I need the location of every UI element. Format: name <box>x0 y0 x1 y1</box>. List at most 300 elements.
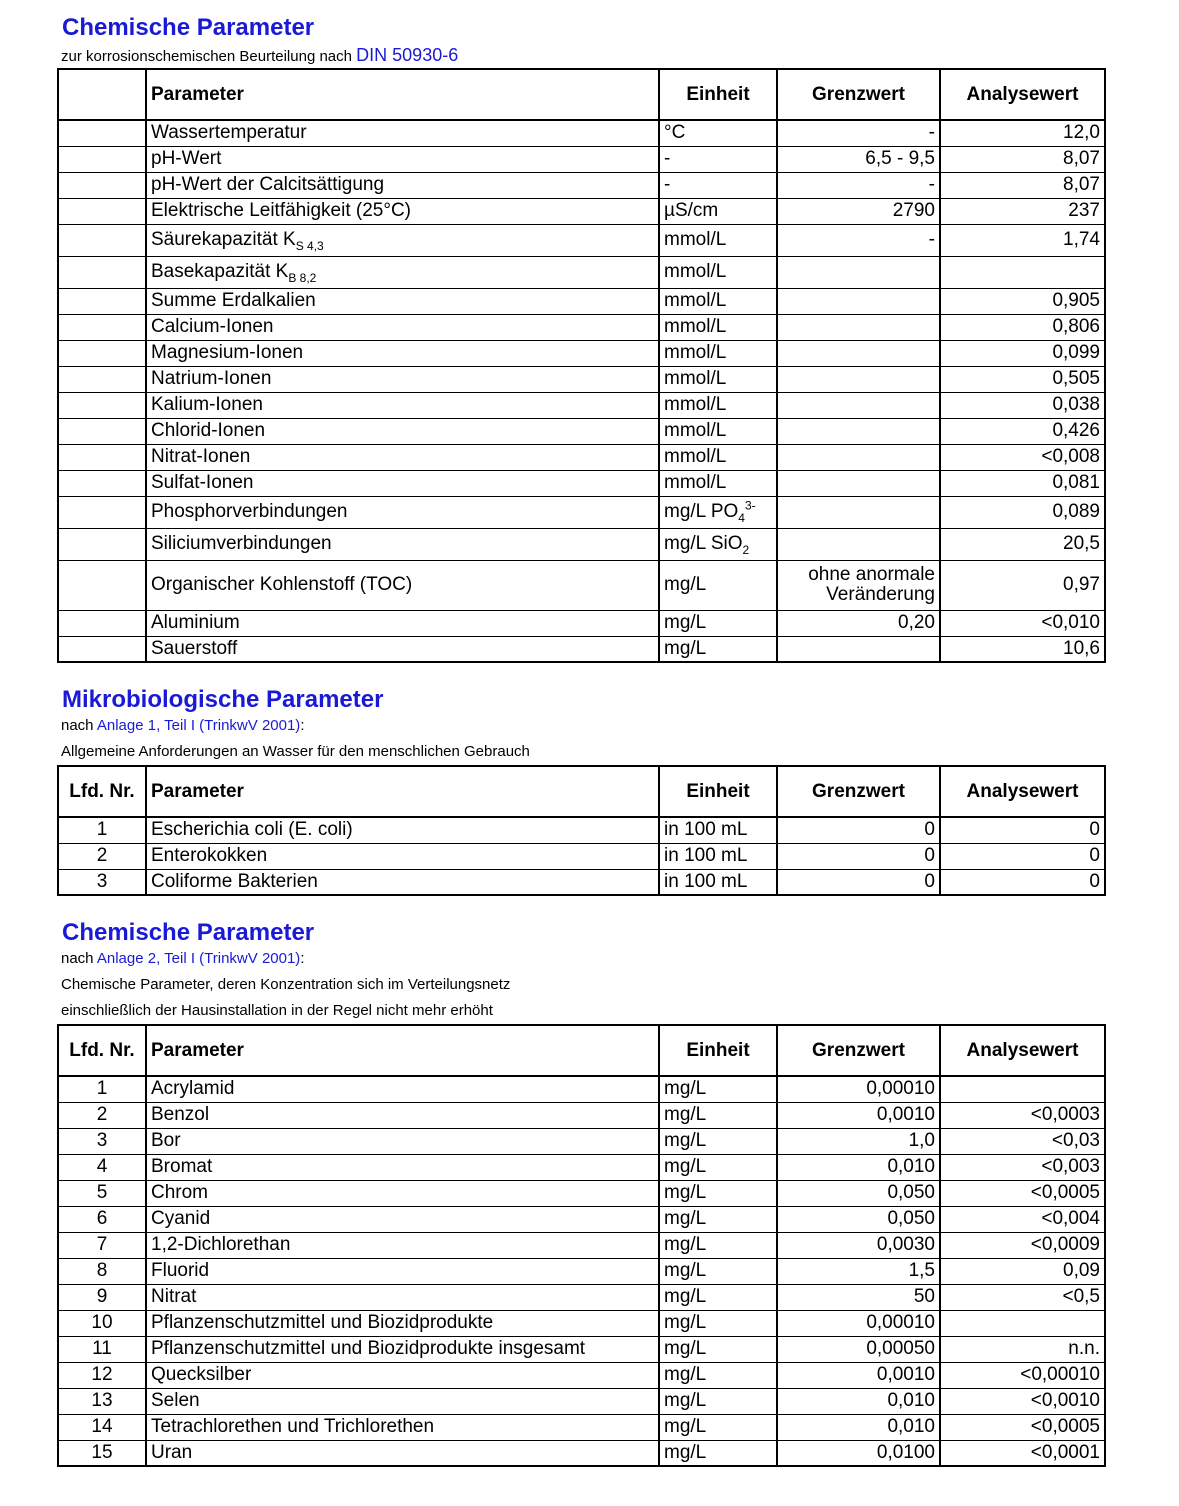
parameter-text: Sulfat-Ionen <box>151 472 254 493</box>
cell-analysewert: 12,0 <box>940 120 1105 146</box>
header-einheit: Einheit <box>659 69 777 120</box>
table-row <box>58 418 1105 444</box>
cell-einheit <box>659 1284 777 1310</box>
cell-analysewert: <0,0005 <box>940 1180 1105 1206</box>
cell-nr: 2 <box>58 1102 146 1128</box>
cell-analysewert: <0,008 <box>940 444 1105 470</box>
cell-analysewert: 8,07 <box>940 172 1105 198</box>
cell-grenzwert <box>777 1388 940 1414</box>
cell-nr <box>58 224 146 256</box>
parameter-text: Cyanid <box>151 1208 211 1229</box>
cell-analysewert: <0,0001 <box>940 1440 1105 1466</box>
cell-parameter <box>146 1336 659 1362</box>
header-analysewert: Analysewert <box>940 766 1105 817</box>
parameter-text: Bromat <box>151 1156 213 1177</box>
cell-grenzwert <box>777 560 940 610</box>
cell-parameter <box>146 1440 659 1466</box>
cell-grenzwert <box>777 1440 940 1466</box>
einheit-text: mg/L <box>664 1234 707 1255</box>
cell-einheit <box>659 146 777 172</box>
einheit-text: mg/L <box>664 1441 707 1463</box>
cell-grenzwert <box>777 418 940 444</box>
section2-ref-prefix: nach <box>61 717 94 734</box>
cell-analysewert: <0,003 <box>940 1154 1105 1180</box>
cell-parameter <box>146 224 659 256</box>
parameter-text: Acrylamid <box>151 1078 235 1100</box>
cell-analysewert: 0,426 <box>940 418 1105 444</box>
cell-parameter <box>146 1180 659 1206</box>
cell-analysewert: <0,0003 <box>940 1102 1105 1128</box>
cell-analysewert <box>940 1310 1105 1336</box>
parameter-text: Basekapazität K <box>151 261 289 282</box>
parameter-text: Phosphorverbindungen <box>151 501 348 522</box>
section3-description-line1: Chemische Parameter, deren Konzentration sich im Verteilungsnetz <box>61 976 511 993</box>
cell-grenzwert <box>777 1258 940 1284</box>
parameter-text: Bor <box>151 1130 181 1151</box>
table-row <box>58 256 1105 288</box>
cell-parameter <box>146 470 659 496</box>
cell-grenzwert <box>777 636 940 662</box>
cell-einheit <box>659 610 777 636</box>
cell-grenzwert <box>777 1154 940 1180</box>
cell-nr: 5 <box>58 1180 146 1206</box>
cell-nr: 3 <box>58 869 146 895</box>
einheit-text: mmol/L <box>664 446 727 467</box>
cell-nr <box>58 288 146 314</box>
cell-parameter <box>146 146 659 172</box>
cell-parameter <box>146 843 659 869</box>
einheit-text: - <box>664 148 671 169</box>
cell-einheit <box>659 418 777 444</box>
cell-nr <box>58 470 146 496</box>
cell-grenzwert <box>777 1284 940 1310</box>
cell-nr: 2 <box>58 843 146 869</box>
cell-grenzwert <box>777 392 940 418</box>
grenzwert-text: 0 <box>924 870 935 892</box>
cell-analysewert: 0 <box>940 817 1105 843</box>
cell-parameter <box>146 314 659 340</box>
einheit-text: mg/L SiO <box>664 533 743 554</box>
table-row <box>58 1284 1105 1310</box>
section1-subtitle <box>61 46 458 66</box>
section1-title: Chemische Parameter <box>62 14 315 41</box>
table-row <box>58 1258 1105 1284</box>
cell-analysewert: 0,038 <box>940 392 1105 418</box>
cell-parameter <box>146 560 659 610</box>
grenzwert-text: 0,010 <box>887 1390 935 1411</box>
einheit-text: µS/cm <box>664 200 719 221</box>
cell-parameter <box>146 366 659 392</box>
table-row <box>58 1232 1105 1258</box>
cell-nr <box>58 146 146 172</box>
cell-nr <box>58 120 146 146</box>
cell-einheit <box>659 172 777 198</box>
cell-nr <box>58 560 146 610</box>
einheit-text: mmol/L <box>664 261 727 282</box>
cell-parameter <box>146 1310 659 1336</box>
cell-nr: 1 <box>58 817 146 843</box>
cell-analysewert: 237 <box>940 198 1105 224</box>
cell-nr: 13 <box>58 1388 146 1414</box>
grenzwert-text: 0 <box>924 845 935 866</box>
cell-nr <box>58 636 146 662</box>
cell-nr <box>58 172 146 198</box>
cell-nr: 11 <box>58 1336 146 1362</box>
cell-parameter <box>146 1206 659 1232</box>
cell-einheit <box>659 1258 777 1284</box>
cell-grenzwert <box>777 817 940 843</box>
cell-parameter <box>146 610 659 636</box>
cell-parameter <box>146 444 659 470</box>
einheit-subscript: 4 <box>738 510 745 525</box>
cell-analysewert: 8,07 <box>940 146 1105 172</box>
cell-analysewert: <0,010 <box>940 610 1105 636</box>
table-row <box>58 120 1105 146</box>
cell-einheit <box>659 496 777 528</box>
cell-parameter <box>146 496 659 528</box>
cell-einheit <box>659 817 777 843</box>
einheit-text: mg/L <box>664 1182 707 1203</box>
cell-analysewert <box>940 256 1105 288</box>
table-row <box>58 172 1105 198</box>
cell-analysewert: 0 <box>940 869 1105 895</box>
grenzwert-text: 1,0 <box>908 1130 935 1151</box>
einheit-text: in 100 mL <box>664 845 748 866</box>
cell-analysewert: 0,089 <box>940 496 1105 528</box>
einheit-text: mg/L <box>664 1286 707 1307</box>
header-grenzwert: Grenzwert <box>777 766 940 817</box>
section3-reference <box>61 950 304 968</box>
table-row <box>58 288 1105 314</box>
cell-parameter <box>146 1154 659 1180</box>
grenzwert-text: 0,0010 <box>876 1104 935 1125</box>
cell-einheit <box>659 1336 777 1362</box>
cell-einheit <box>659 198 777 224</box>
parameter-text: Nitrat <box>151 1286 197 1307</box>
einheit-text: mmol/L <box>664 472 727 493</box>
parameter-text: Quecksilber <box>151 1364 252 1385</box>
cell-analysewert: 0,97 <box>940 560 1105 610</box>
grenzwert-text: 0,0100 <box>876 1441 935 1463</box>
cell-grenzwert <box>777 340 940 366</box>
table-korrosion <box>57 68 1106 663</box>
cell-nr <box>58 418 146 444</box>
cell-analysewert: <0,004 <box>940 1206 1105 1232</box>
cell-nr: 15 <box>58 1440 146 1466</box>
parameter-text: Selen <box>151 1390 200 1411</box>
cell-analysewert: n.n. <box>940 1336 1105 1362</box>
cell-einheit <box>659 1180 777 1206</box>
cell-einheit <box>659 470 777 496</box>
table-header-row <box>58 766 1105 817</box>
table-row <box>58 843 1105 869</box>
cell-einheit <box>659 1310 777 1336</box>
cell-grenzwert <box>777 843 940 869</box>
cell-nr: 10 <box>58 1310 146 1336</box>
cell-grenzwert <box>777 1180 940 1206</box>
cell-grenzwert <box>777 366 940 392</box>
cell-nr <box>58 444 146 470</box>
cell-analysewert: 0,09 <box>940 1258 1105 1284</box>
cell-parameter <box>146 418 659 444</box>
grenzwert-text: 0 <box>924 819 935 841</box>
cell-parameter <box>146 120 659 146</box>
parameter-text: Kalium-Ionen <box>151 394 263 415</box>
table-row <box>58 528 1105 560</box>
table-row <box>58 560 1105 610</box>
parameter-text: 1,2-Dichlorethan <box>151 1234 291 1255</box>
grenzwert-text-line2: Veränderung <box>826 584 935 605</box>
cell-einheit <box>659 366 777 392</box>
table-header-row <box>58 69 1105 120</box>
cell-nr <box>58 610 146 636</box>
table-row <box>58 636 1105 662</box>
header-grenzwert: Grenzwert <box>777 1025 940 1076</box>
einheit-text: mg/L <box>664 1208 707 1229</box>
einheit-text: mg/L <box>664 1130 707 1151</box>
parameter-text: pH-Wert der Calcitsättigung <box>151 174 385 195</box>
einheit-text: mmol/L <box>664 420 727 441</box>
header-analysewert: Analysewert <box>940 69 1105 120</box>
einheit-text: mg/L <box>664 1260 707 1281</box>
cell-parameter <box>146 172 659 198</box>
table-row <box>58 224 1105 256</box>
grenzwert-text: 0,0030 <box>876 1234 935 1255</box>
cell-einheit <box>659 1362 777 1388</box>
cell-nr <box>58 314 146 340</box>
table-row <box>58 1310 1105 1336</box>
cell-grenzwert <box>777 470 940 496</box>
cell-nr: 9 <box>58 1284 146 1310</box>
einheit-text: mg/L PO <box>664 501 739 522</box>
cell-analysewert: 0,081 <box>940 470 1105 496</box>
grenzwert-text: 50 <box>913 1286 935 1307</box>
cell-analysewert: 0,806 <box>940 314 1105 340</box>
cell-einheit <box>659 1414 777 1440</box>
einheit-text: mg/L <box>664 1416 707 1437</box>
section3-description-line2: einschließlich der Hausinstallation in der Regel nicht mehr erhöht <box>61 1002 493 1019</box>
cell-grenzwert <box>777 256 940 288</box>
parameter-text: Summe Erdalkalien <box>151 290 316 311</box>
table-header-row <box>58 1025 1105 1076</box>
cell-analysewert <box>940 1076 1105 1102</box>
parameter-text: Calcium-Ionen <box>151 316 274 337</box>
cell-analysewert: <0,0010 <box>940 1388 1105 1414</box>
section2-description: Allgemeine Anforderungen an Wasser für den menschlichen Gebrauch <box>61 743 530 760</box>
cell-analysewert: <0,00010 <box>940 1362 1105 1388</box>
cell-parameter <box>146 1128 659 1154</box>
cell-nr: 14 <box>58 1414 146 1440</box>
cell-grenzwert <box>777 1232 940 1258</box>
cell-parameter <box>146 869 659 895</box>
cell-einheit <box>659 1388 777 1414</box>
cell-grenzwert <box>777 120 940 146</box>
cell-nr: 6 <box>58 1206 146 1232</box>
cell-grenzwert <box>777 444 940 470</box>
parameter-text: Säurekapazität K <box>151 229 296 250</box>
einheit-text: °C <box>664 122 686 144</box>
einheit-text: mg/L <box>664 1338 707 1359</box>
cell-parameter <box>146 1388 659 1414</box>
cell-grenzwert <box>777 528 940 560</box>
grenzwert-text: 2790 <box>892 200 935 221</box>
cell-einheit <box>659 256 777 288</box>
cell-einheit <box>659 528 777 560</box>
cell-parameter <box>146 392 659 418</box>
section1-subtitle-prefix: zur korrosionschemischen Beurteilung nach <box>61 48 352 65</box>
table-row <box>58 470 1105 496</box>
einheit-text: mmol/L <box>664 394 727 415</box>
cell-nr: 7 <box>58 1232 146 1258</box>
cell-grenzwert <box>777 496 940 528</box>
cell-einheit <box>659 843 777 869</box>
table-row <box>58 340 1105 366</box>
grenzwert-text: - <box>928 174 935 195</box>
cell-nr: 1 <box>58 1076 146 1102</box>
header-analysewert: Analysewert <box>940 1025 1105 1076</box>
grenzwert-text: ohne anormale <box>808 564 935 585</box>
cell-einheit <box>659 314 777 340</box>
grenzwert-text: 0,00010 <box>866 1078 935 1100</box>
table-row <box>58 392 1105 418</box>
einheit-text: mg/L <box>664 1104 707 1125</box>
cell-nr <box>58 198 146 224</box>
cell-grenzwert <box>777 869 940 895</box>
parameter-text: Wassertemperatur <box>151 122 307 144</box>
table-row <box>58 1206 1105 1232</box>
cell-parameter <box>146 528 659 560</box>
parameter-text: Tetrachlorethen und Trichlorethen <box>151 1416 435 1437</box>
cell-grenzwert <box>777 1336 940 1362</box>
cell-nr <box>58 528 146 560</box>
grenzwert-text: 0,20 <box>898 612 935 633</box>
cell-einheit <box>659 1154 777 1180</box>
einheit-text: mmol/L <box>664 316 727 337</box>
cell-analysewert: <0,5 <box>940 1284 1105 1310</box>
header-nr: Lfd. Nr. <box>58 1025 146 1076</box>
cell-nr <box>58 366 146 392</box>
cell-grenzwert <box>777 1102 940 1128</box>
einheit-text: mmol/L <box>664 368 727 389</box>
section2-title: Mikrobiologische Parameter <box>62 686 384 713</box>
parameter-subscript: B 8,2 <box>288 270 317 285</box>
einheit-text: in 100 mL <box>664 870 748 892</box>
einheit-subscript: 2 <box>742 542 750 557</box>
cell-analysewert: 10,6 <box>940 636 1105 662</box>
einheit-text: in 100 mL <box>664 819 748 841</box>
header-nr: Lfd. Nr. <box>58 766 146 817</box>
parameter-text: Enterokokken <box>151 845 268 866</box>
table-row <box>58 146 1105 172</box>
cell-grenzwert <box>777 610 940 636</box>
cell-grenzwert <box>777 288 940 314</box>
cell-einheit <box>659 1076 777 1102</box>
grenzwert-text: 0,010 <box>887 1416 935 1437</box>
cell-analysewert: 0 <box>940 843 1105 869</box>
grenzwert-text: - <box>928 122 935 144</box>
section3-ref-suffix: : <box>300 950 305 967</box>
section1-din-reference: DIN 50930-6 <box>356 45 459 65</box>
cell-einheit <box>659 120 777 146</box>
cell-parameter <box>146 1232 659 1258</box>
grenzwert-text: 0,00050 <box>866 1338 935 1359</box>
table-row <box>58 1128 1105 1154</box>
table-row <box>58 1440 1105 1466</box>
parameter-text: pH-Wert <box>151 148 222 169</box>
cell-nr <box>58 392 146 418</box>
cell-einheit <box>659 1102 777 1128</box>
einheit-text: mg/L <box>664 1364 707 1385</box>
table-row <box>58 1414 1105 1440</box>
cell-analysewert: 1,74 <box>940 224 1105 256</box>
einheit-text: mg/L <box>664 612 707 633</box>
cell-analysewert: 0,505 <box>940 366 1105 392</box>
cell-analysewert: 0,099 <box>940 340 1105 366</box>
cell-grenzwert <box>777 1362 940 1388</box>
parameter-text: Natrium-Ionen <box>151 368 272 389</box>
cell-einheit <box>659 1232 777 1258</box>
table-row <box>58 366 1105 392</box>
section2-ref: Anlage 1, Teil I (TrinkwV 2001) <box>96 717 301 734</box>
section3-title: Chemische Parameter <box>62 919 315 946</box>
header-nr <box>58 69 146 120</box>
cell-einheit <box>659 224 777 256</box>
einheit-superscript: 3- <box>744 498 756 513</box>
grenzwert-text: 0,050 <box>887 1182 935 1203</box>
parameter-text: Magnesium-Ionen <box>151 342 304 363</box>
cell-parameter <box>146 1102 659 1128</box>
grenzwert-text: 0,00010 <box>866 1312 935 1333</box>
cell-analysewert: 20,5 <box>940 528 1105 560</box>
cell-grenzwert <box>777 314 940 340</box>
parameter-text: Benzol <box>151 1104 210 1125</box>
parameter-text: Escherichia coli (E. coli) <box>151 819 353 841</box>
table-mikrobiologie <box>57 765 1106 896</box>
cell-einheit <box>659 392 777 418</box>
table-row <box>58 1102 1105 1128</box>
cell-parameter <box>146 1362 659 1388</box>
cell-parameter <box>146 1284 659 1310</box>
cell-analysewert: 0,905 <box>940 288 1105 314</box>
table-row <box>58 1362 1105 1388</box>
cell-grenzwert <box>777 198 940 224</box>
cell-einheit <box>659 444 777 470</box>
table-row <box>58 610 1105 636</box>
section3-ref-prefix: nach <box>61 950 94 967</box>
table-row <box>58 314 1105 340</box>
grenzwert-text: 0,050 <box>887 1208 935 1229</box>
parameter-text: Pflanzenschutzmittel und Biozidprodukte insgesamt <box>151 1338 586 1359</box>
cell-einheit <box>659 560 777 610</box>
cell-grenzwert <box>777 1414 940 1440</box>
parameter-text: Coliforme Bakterien <box>151 870 318 892</box>
header-parameter: Parameter <box>146 766 659 817</box>
cell-parameter <box>146 256 659 288</box>
header-parameter: Parameter <box>146 69 659 120</box>
parameter-text: Organischer Kohlenstoff (TOC) <box>151 574 413 595</box>
table-row <box>58 817 1105 843</box>
cell-einheit <box>659 1206 777 1232</box>
header-einheit: Einheit <box>659 1025 777 1076</box>
table-chemie-anlage2 <box>57 1024 1106 1467</box>
einheit-text: mg/L <box>664 1156 707 1177</box>
parameter-text: Fluorid <box>151 1260 210 1281</box>
grenzwert-text: 0,0010 <box>876 1364 935 1385</box>
cell-einheit <box>659 636 777 662</box>
table-row <box>58 1336 1105 1362</box>
cell-grenzwert <box>777 172 940 198</box>
einheit-text: - <box>664 174 671 195</box>
